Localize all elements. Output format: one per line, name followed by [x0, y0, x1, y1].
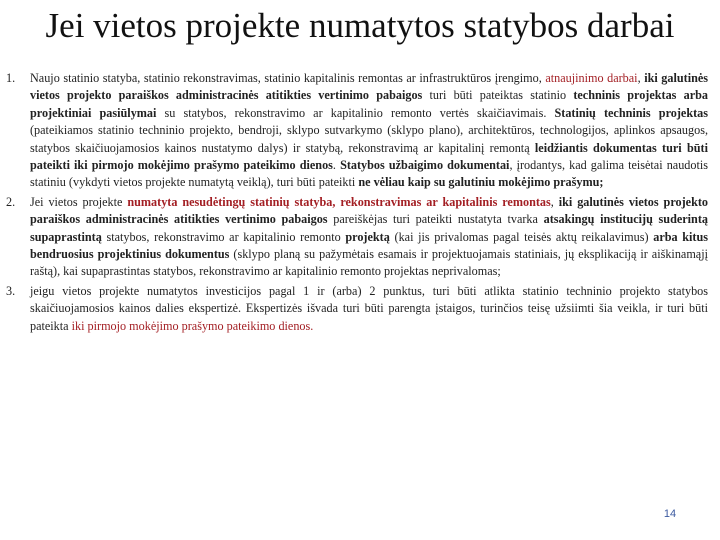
page-number: 14	[663, 508, 677, 520]
text-segment: (sklypo planą su pažymėtais esamais ir projektuojamais statiniais, jų eksplikaciją ir aiškinamąjį raštą), kai supaprastintas statybos, rekonstravimo ar kapitalinio remonto projektas neprivalomas;	[30, 247, 708, 279]
item-number: 1.	[6, 71, 16, 85]
highlighted-text-segment: iki pirmojo mokėjimo prašymo pateikimo dienos.	[71, 318, 314, 333]
bold-text-segment: arba kitus bendruosius projektinius dokumentus	[30, 229, 708, 262]
bold-text-segment: ne vėliau kaip su galutiniu mokėjimo prašymu;	[358, 175, 604, 190]
item-number: 2.	[6, 194, 16, 209]
highlighted-text-segment: numatyta nesudėtingų statinių statyba, rekonstravimas ar kapitalinis remontas	[127, 194, 551, 209]
bold-text-segment: Statinių techninis projektas	[554, 105, 709, 120]
bold-text-segment: projektą	[345, 229, 390, 244]
text-segment: statybos, rekonstravimo ar kapitalinio remonto	[101, 229, 346, 244]
bold-text-segment: iki galutinės vietos projekto paraiškos administracinės atitikties vertinimo pabaigos	[30, 71, 709, 103]
item-text	[30, 283, 708, 335]
highlighted-text-segment: atnaujinimo darbai	[545, 71, 638, 85]
text-segment: .	[332, 158, 341, 173]
text-segment: , įrodantys, kad galima teisėtai naudotis statiniu (vykdyti vietos projekte numatytą veiklą), turi būti pateikti	[30, 158, 708, 190]
list-item	[6, 283, 708, 335]
text-segment: Naujo statinio statyba, statinio rekonstravimas, statinio kapitalinis remontas ar infrastruktūros įrengimo,	[30, 71, 546, 85]
requirements-list	[6, 70, 708, 337]
bold-text-segment: techninis projektas arba projektiniai pasiūlymai	[30, 88, 708, 120]
text-segment: (kai jis privalomas pagal teisės aktų reikalavimus)	[389, 229, 654, 244]
slide-title: Jei vietos projekte numatytos statybos darbai	[45, 6, 675, 45]
list-item	[6, 194, 708, 281]
bold-text-segment: iki galutinės vietos projekto paraiškos administracinės atitikties vertinimo pabaigos	[30, 194, 708, 227]
text-segment: su statybos, rekonstravimo ar kapitalinio remonto vertės skaičiavimais.	[156, 105, 555, 120]
bold-text-segment: leidžiantis dokumentas turi būti pateikti iki pirmojo mokėjimo prašymo pateikimo dienos	[30, 140, 708, 173]
item-text	[30, 70, 708, 192]
text-segment: jeigu vietos projekte numatytos investicijos pagal 1 ir (arba) 2 punktus, turi būti atlikta statinio techninio projekto statybos skaičiuojamosios kainos dalies ekspertizė. Ekspertizės išvada turi būti parengta įstaigos, turinčios teisę užsiimti šia veikla, ir turi būti pateikta	[30, 283, 708, 333]
list-item	[6, 70, 708, 192]
item-text	[30, 194, 708, 281]
text-segment: ,	[637, 71, 645, 85]
text-segment: ,	[550, 194, 559, 209]
bold-text-segment: Statybos užbaigimo dokumentai	[340, 158, 510, 173]
text-segment: Jei vietos projekte	[30, 194, 128, 209]
bold-text-segment: atsakingų institucijų suderintą supaprastintą	[30, 212, 708, 244]
text-segment: pareiškėjas turi pateikti nustatyta tvarka	[327, 212, 544, 227]
item-number: 3.	[6, 283, 16, 298]
text-segment: turi būti pateiktas statinio	[422, 88, 574, 103]
text-segment: (pateikiamos statinio techninio projekto, bendroji, sklypo sutvarkymo (sklypo plano), architektūros, technologijos, aplinkos apsaugos, statybos skaičiuojamosios kainos nustatymo dalys) ir statybą, rekonstravimą ar kapitalinį remontą	[30, 123, 708, 155]
